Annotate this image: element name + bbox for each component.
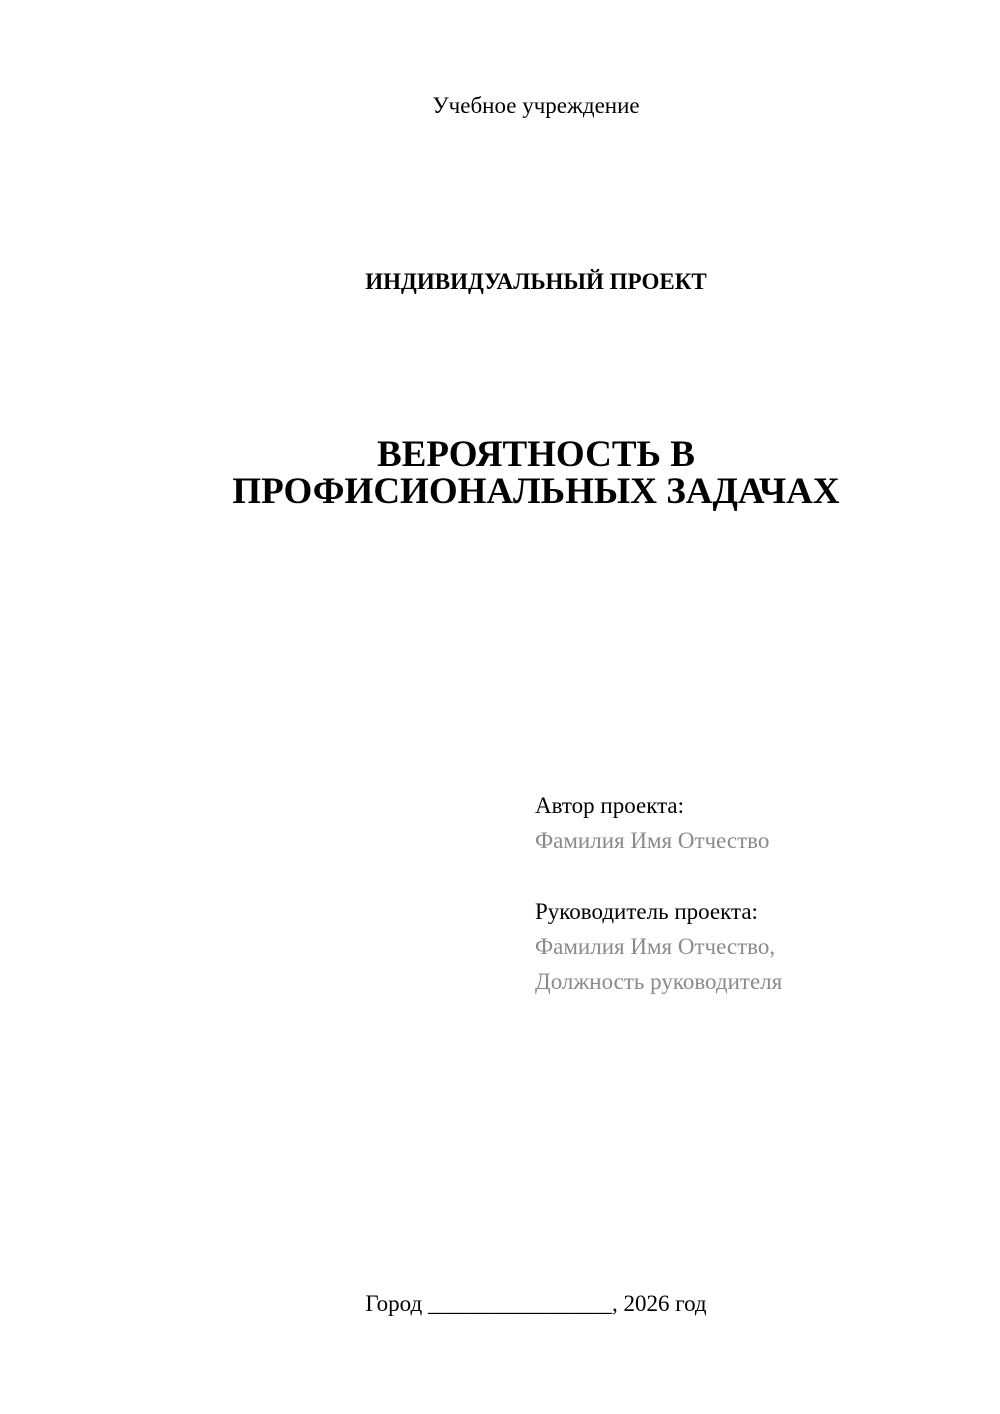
project-info-block xyxy=(535,788,782,999)
project-title-line-1: ВЕРОЯТНОСТЬ В xyxy=(377,434,695,475)
institution-name: Учебное учреждение xyxy=(432,93,640,118)
project-type-heading: ИНДИВИДУАЛЬНЫЙ ПРОЕКТ xyxy=(365,269,707,294)
city-year-line: Город ________________, 2026 год xyxy=(365,1291,707,1316)
author-label: Автор проекта: xyxy=(535,793,684,818)
supervisor-name: Фамилия Имя Отчество, xyxy=(535,934,776,959)
supervisor-label: Руководитель проекта: xyxy=(535,899,758,924)
project-title-line-2: ПРОФИСИОНАЛЬНЫХ ЗАДАЧАХ xyxy=(232,471,840,512)
author-name: Фамилия Имя Отчество xyxy=(535,828,770,853)
project-title xyxy=(0,436,1000,510)
supervisor-position: Должность руководителя xyxy=(535,969,783,994)
info-spacer xyxy=(535,858,782,894)
